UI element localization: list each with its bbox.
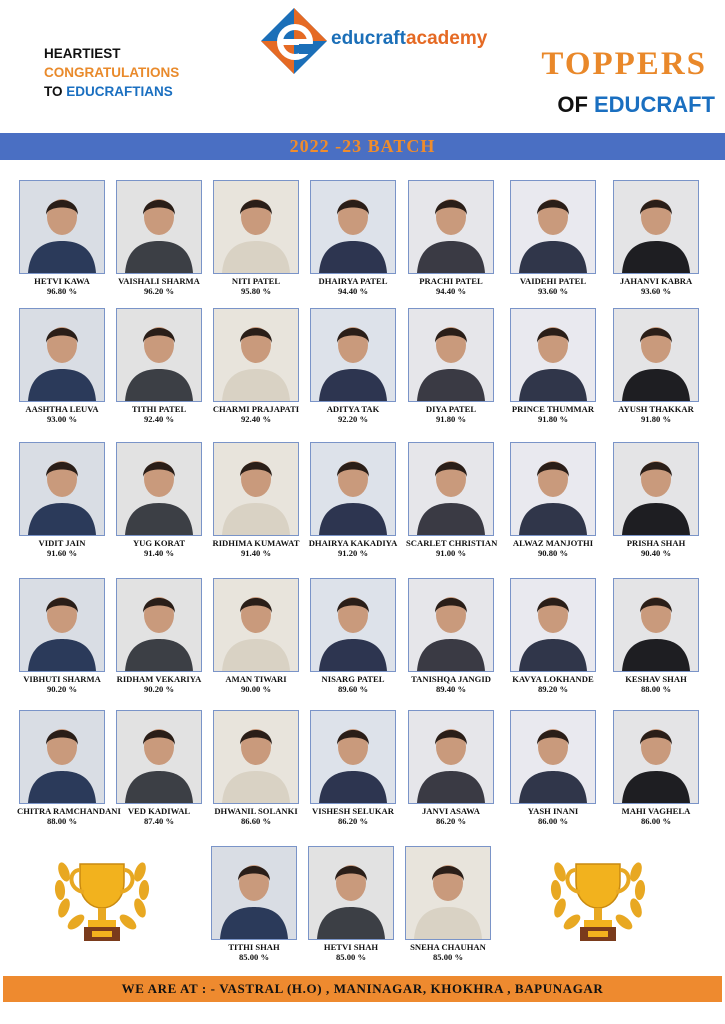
student-card (308, 578, 398, 694)
student-photo (613, 180, 699, 274)
student-card (308, 710, 398, 826)
student-score: 87.40 % (143, 816, 175, 826)
student-score: 96.20 % (143, 286, 175, 296)
student-portrait-icon (511, 181, 595, 273)
student-photo (19, 308, 105, 402)
student-portrait-icon (311, 443, 395, 535)
student-card (508, 710, 598, 826)
student-card (406, 308, 496, 424)
student-name: ADITYA TAK (326, 404, 380, 414)
student-score: 90.40 % (640, 548, 672, 558)
student-photo (613, 578, 699, 672)
student-card (508, 578, 598, 694)
student-photo (510, 710, 596, 804)
student-photo (116, 442, 202, 536)
student-portrait-icon (20, 181, 104, 273)
student-card (114, 442, 204, 558)
student-photo (116, 710, 202, 804)
student-photo (310, 710, 396, 804)
student-portrait-icon (117, 309, 201, 401)
student-score: 93.60 % (640, 286, 672, 296)
student-card (211, 442, 301, 558)
student-portrait-icon (214, 181, 298, 273)
student-name: DHAIRYA PATEL (318, 276, 388, 286)
student-photo (308, 846, 394, 940)
student-portrait-icon (614, 579, 698, 671)
student-name: VED KADIWAL (127, 806, 191, 816)
student-photo (408, 308, 494, 402)
student-photo (213, 578, 299, 672)
heading-line-3-brand: EDUCRAFTIANS (66, 84, 173, 99)
student-card (308, 442, 398, 558)
student-photo (408, 180, 494, 274)
student-name: VISHESH SELUKAR (312, 806, 394, 816)
student-card (611, 308, 701, 424)
student-photo (408, 578, 494, 672)
student-name: YASH INANI (527, 806, 579, 816)
student-photo (408, 710, 494, 804)
batch-title: 2022 -23 BATCH (289, 136, 436, 156)
student-card (114, 578, 204, 694)
student-name: RIDHIMA KUMAWAT (212, 538, 300, 548)
student-portrait-icon (117, 579, 201, 671)
educraft-word: EDUCRAFT (594, 92, 715, 117)
student-portrait-icon (614, 711, 698, 803)
student-name: HETVI KAWA (34, 276, 90, 286)
student-score: 91.80 % (435, 414, 467, 424)
student-name: AYUSH THAKKAR (618, 404, 694, 414)
student-portrait-icon (511, 443, 595, 535)
student-portrait-icon (614, 181, 698, 273)
student-name: DHWANIL SOLANKI (214, 806, 298, 816)
batch-banner (0, 133, 725, 160)
student-portrait-icon (409, 711, 493, 803)
student-score: 88.00 % (46, 816, 78, 826)
student-name: KESHAV SHAH (625, 674, 687, 684)
student-card (17, 578, 107, 694)
student-portrait-icon (20, 443, 104, 535)
student-portrait-icon (406, 847, 490, 939)
student-portrait-icon (511, 579, 595, 671)
student-name: TITHI PATEL (131, 404, 187, 414)
student-photo (613, 308, 699, 402)
student-score: 94.40 % (337, 286, 369, 296)
heading-line-3 (44, 82, 179, 101)
student-photo (405, 846, 491, 940)
student-photo (116, 578, 202, 672)
student-score: 92.40 % (143, 414, 175, 424)
student-photo (310, 308, 396, 402)
student-name: SCARLET CHRISTIAN (406, 538, 498, 548)
logo-wordmark (331, 28, 487, 50)
student-score: 94.40 % (435, 286, 467, 296)
student-score: 92.20 % (337, 414, 369, 424)
student-name: JANVI ASAWA (421, 806, 481, 816)
educraft-logo (259, 6, 488, 76)
student-card (114, 180, 204, 296)
heading-line-2: CONGRATULATIONS (44, 65, 180, 80)
student-portrait-icon (117, 711, 201, 803)
student-name: PRACHI PATEL (419, 276, 483, 286)
student-portrait-icon (309, 847, 393, 939)
student-score: 85.00 % (432, 952, 464, 962)
student-portrait-icon (409, 309, 493, 401)
student-name: JAHANVI KABRA (619, 276, 693, 286)
toppers-title: TOPPERS (541, 46, 707, 82)
trophy-right-icon (546, 842, 650, 952)
student-card (17, 710, 121, 826)
student-card (211, 710, 301, 826)
student-photo (19, 710, 105, 804)
student-score: 92.40 % (240, 414, 272, 424)
student-card (508, 180, 598, 296)
student-portrait-icon (214, 309, 298, 401)
locations-text: WE ARE AT : - VASTRAL (H.O) , MANINAGAR, KHOKHRA , BAPUNAGAR (121, 981, 604, 996)
student-name: DHAIRYA KAKADIYA (308, 538, 398, 548)
student-score: 90.20 % (46, 684, 78, 694)
student-portrait-icon (20, 711, 104, 803)
student-photo (116, 308, 202, 402)
student-card (406, 710, 496, 826)
student-portrait-icon (614, 309, 698, 401)
student-card (211, 578, 301, 694)
student-card (114, 308, 204, 424)
student-card (403, 846, 493, 962)
student-name: TITHI SHAH (228, 942, 280, 952)
student-photo (211, 846, 297, 940)
student-score: 86.20 % (337, 816, 369, 826)
student-name: VAISHALI SHARMA (118, 276, 200, 286)
student-card (406, 442, 496, 558)
student-score: 91.40 % (143, 548, 175, 558)
student-card (114, 710, 204, 826)
heading-line-1: HEARTIEST (44, 46, 121, 61)
student-name: PRISHA SHAH (626, 538, 686, 548)
logo-word-academy: academy (405, 28, 488, 49)
student-score: 91.40 % (240, 548, 272, 558)
student-photo (310, 180, 396, 274)
student-score: 86.20 % (435, 816, 467, 826)
student-score: 91.80 % (640, 414, 672, 424)
heading-line-3-prefix: TO (44, 84, 67, 99)
student-name: CHITRA RAMCHANDANI (17, 806, 121, 816)
student-card (308, 308, 398, 424)
student-photo (19, 442, 105, 536)
student-score: 88.00 % (640, 684, 672, 694)
locations-footer (3, 976, 722, 1002)
student-name: KAVYA LOKHANDE (512, 674, 594, 684)
student-score: 91.80 % (537, 414, 569, 424)
student-score: 91.00 % (435, 548, 467, 558)
student-card (611, 710, 701, 826)
student-card (406, 578, 496, 694)
student-portrait-icon (409, 181, 493, 273)
student-portrait-icon (511, 711, 595, 803)
student-card (209, 846, 299, 962)
student-name: YUG KORAT (132, 538, 186, 548)
student-portrait-icon (511, 309, 595, 401)
student-photo (310, 578, 396, 672)
student-score: 86.60 % (240, 816, 272, 826)
student-card (406, 180, 496, 296)
student-photo (213, 308, 299, 402)
student-score: 85.00 % (335, 952, 367, 962)
student-score: 90.80 % (537, 548, 569, 558)
student-score: 90.20 % (143, 684, 175, 694)
student-score: 91.60 % (46, 548, 78, 558)
student-card (17, 180, 107, 296)
student-photo (213, 710, 299, 804)
student-photo (19, 180, 105, 274)
student-score: 93.00 % (46, 414, 78, 424)
student-name: RIDHAM VEKARIYA (116, 674, 202, 684)
student-portrait-icon (20, 579, 104, 671)
logo-word-educraft: educraft (331, 28, 406, 49)
student-name: AMAN TIWARI (225, 674, 287, 684)
student-score: 89.40 % (435, 684, 467, 694)
student-photo (19, 578, 105, 672)
student-name: DIYA PATEL (425, 404, 477, 414)
student-card (611, 180, 701, 296)
student-photo (510, 578, 596, 672)
student-name: AASHTHA LEUVA (25, 404, 99, 414)
student-score: 96.80 % (46, 286, 78, 296)
student-photo (510, 442, 596, 536)
student-photo (213, 442, 299, 536)
student-name: MAHI VAGHELA (621, 806, 691, 816)
trophy-left-icon (50, 842, 154, 952)
student-portrait-icon (409, 579, 493, 671)
student-card (306, 846, 396, 962)
student-name: CHARMI PRAJAPATI (212, 404, 300, 414)
student-portrait-icon (214, 443, 298, 535)
student-name: SNEHA CHAUHAN (410, 942, 486, 952)
student-card (211, 308, 301, 424)
student-score: 89.60 % (337, 684, 369, 694)
student-name: VIBHUTI SHARMA (23, 674, 101, 684)
congratulations-heading (44, 44, 179, 101)
student-portrait-icon (311, 181, 395, 273)
student-portrait-icon (20, 309, 104, 401)
student-name: TANISHQA JANGID (411, 674, 491, 684)
student-photo (310, 442, 396, 536)
student-photo (613, 710, 699, 804)
student-score: 93.60 % (537, 286, 569, 296)
student-card (508, 308, 598, 424)
student-portrait-icon (214, 579, 298, 671)
student-score: 90.00 % (240, 684, 272, 694)
student-card (17, 308, 107, 424)
student-portrait-icon (614, 443, 698, 535)
student-portrait-icon (117, 443, 201, 535)
student-name: VAIDEHI PATEL (519, 276, 587, 286)
student-photo (510, 180, 596, 274)
student-name: NITI PATEL (231, 276, 281, 286)
student-card (508, 442, 598, 558)
of-word: OF (557, 92, 594, 117)
student-card (611, 578, 701, 694)
of-educraft-title (557, 92, 715, 118)
student-card (611, 442, 701, 558)
student-portrait-icon (409, 443, 493, 535)
student-photo (408, 442, 494, 536)
student-name: NISARG PATEL (321, 674, 385, 684)
student-score: 95.80 % (240, 286, 272, 296)
student-name: HETVI SHAH (323, 942, 379, 952)
student-photo (116, 180, 202, 274)
student-portrait-icon (212, 847, 296, 939)
student-score: 91.20 % (337, 548, 369, 558)
student-photo (213, 180, 299, 274)
student-card (211, 180, 301, 296)
student-name: ALWAZ MANJOTHI (512, 538, 594, 548)
logo-mark-icon (259, 6, 329, 76)
student-portrait-icon (214, 711, 298, 803)
student-portrait-icon (311, 309, 395, 401)
student-portrait-icon (311, 711, 395, 803)
student-score: 86.00 % (640, 816, 672, 826)
student-photo (613, 442, 699, 536)
student-score: 86.00 % (537, 816, 569, 826)
student-name: PRINCE THUMMAR (511, 404, 595, 414)
student-portrait-icon (117, 181, 201, 273)
student-card (17, 442, 107, 558)
student-name: VIDIT JAIN (38, 538, 86, 548)
student-card (308, 180, 398, 296)
student-portrait-icon (311, 579, 395, 671)
student-score: 85.00 % (238, 952, 270, 962)
student-score: 89.20 % (537, 684, 569, 694)
student-photo (510, 308, 596, 402)
